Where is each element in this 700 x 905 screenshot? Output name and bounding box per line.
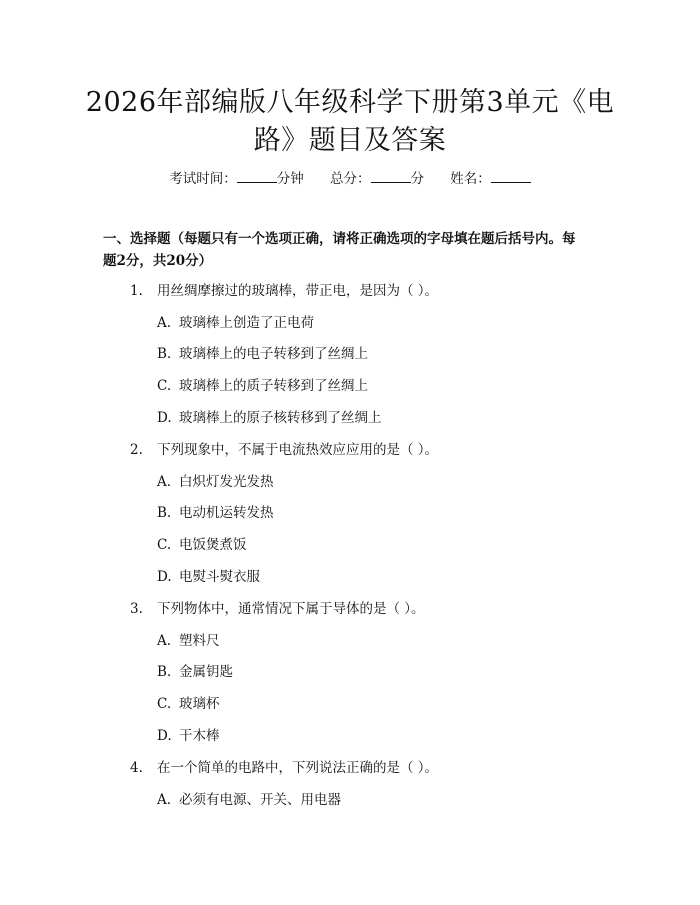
- total-score-unit: 分: [410, 171, 424, 187]
- exam-info-bar: [0, 169, 700, 189]
- option-text: 玻璃棒上创造了正电荷: [179, 315, 314, 331]
- option-letter: A.: [157, 633, 172, 649]
- exam-time-label: 考试时间：: [169, 171, 237, 187]
- question-3-option-d: [157, 726, 220, 746]
- question-3-option-a: [157, 631, 220, 651]
- section-heading: [103, 228, 603, 272]
- option-text: 玻璃杯: [179, 696, 220, 712]
- question-number: 4.: [130, 760, 143, 776]
- option-text: 玻璃棒上的原子核转移到了丝绸上: [179, 410, 382, 426]
- option-letter: D.: [157, 728, 172, 744]
- option-letter: A.: [157, 315, 172, 331]
- option-text: 玻璃棒上的电子转移到了丝绸上: [179, 346, 368, 362]
- question-number: 1.: [130, 283, 143, 299]
- option-text: 金属钥匙: [179, 664, 233, 680]
- question-2-option-c: [157, 535, 247, 555]
- question-3-option-b: [157, 662, 233, 682]
- option-letter: D.: [157, 410, 172, 426]
- question-text: 在一个简单的电路中，下列说法正确的是（ ）。: [157, 760, 439, 776]
- option-text: 电饭煲煮饭: [179, 537, 247, 553]
- question-text: 下列现象中，不属于电流热效应应用的是（ ）。: [157, 442, 439, 458]
- question-2-option-b: [157, 503, 274, 523]
- question-1-option-c: [157, 376, 368, 396]
- option-letter: C.: [157, 537, 172, 553]
- question-number: 3.: [130, 601, 143, 617]
- student-name-blank: [491, 169, 531, 183]
- option-text: 电熨斗熨衣服: [179, 569, 260, 585]
- question-number: 2.: [130, 442, 143, 458]
- option-letter: C.: [157, 696, 172, 712]
- total-score-field: [330, 169, 424, 189]
- option-text: 塑料尺: [179, 633, 220, 649]
- total-score-blank: [371, 169, 411, 183]
- question-1: [130, 281, 438, 301]
- total-score-label: 总分：: [330, 171, 371, 187]
- document-title: [80, 84, 620, 160]
- option-letter: D.: [157, 569, 172, 585]
- student-name-field: [450, 169, 531, 189]
- exam-time-blank: [237, 169, 277, 183]
- option-text: 干木棒: [179, 728, 220, 744]
- option-letter: B.: [157, 505, 172, 521]
- option-text: 电动机运转发热: [179, 505, 274, 521]
- option-text: 必须有电源、开关、用电器: [179, 792, 341, 808]
- section-heading-line-2: 题2分，共20分）: [103, 253, 213, 269]
- section-heading-line-1: 一、选择题（每题只有一个选项正确，请将正确选项的字母填在题后括号内。每: [103, 231, 576, 247]
- question-4-option-a: [157, 790, 341, 810]
- option-letter: B.: [157, 346, 172, 362]
- option-text: 玻璃棒上的质子转移到了丝绸上: [179, 378, 368, 394]
- option-letter: A.: [157, 474, 172, 490]
- question-text: 用丝绸摩擦过的玻璃棒，带正电，是因为（ ）。: [157, 283, 439, 299]
- option-letter: A.: [157, 792, 172, 808]
- title-line-1: 2026年部编版八年级科学下册第3单元《电: [85, 87, 615, 118]
- exam-time-field: [169, 169, 304, 189]
- student-name-label: 姓名：: [450, 171, 491, 187]
- title-line-2: 路》题目及答案: [253, 125, 447, 156]
- question-1-option-b: [157, 344, 368, 364]
- option-text: 白炽灯发光发热: [179, 474, 274, 490]
- question-text: 下列物体中，通常情况下属于导体的是（ ）。: [157, 601, 425, 617]
- question-1-option-d: [157, 408, 382, 428]
- exam-time-unit: 分钟: [276, 171, 304, 187]
- question-1-option-a: [157, 313, 314, 333]
- question-4: [130, 758, 438, 778]
- question-2-option-d: [157, 567, 260, 587]
- question-2-option-a: [157, 472, 274, 492]
- option-letter: B.: [157, 664, 172, 680]
- question-3: [130, 599, 425, 619]
- option-letter: C.: [157, 378, 172, 394]
- question-3-option-c: [157, 694, 220, 714]
- question-2: [130, 440, 438, 460]
